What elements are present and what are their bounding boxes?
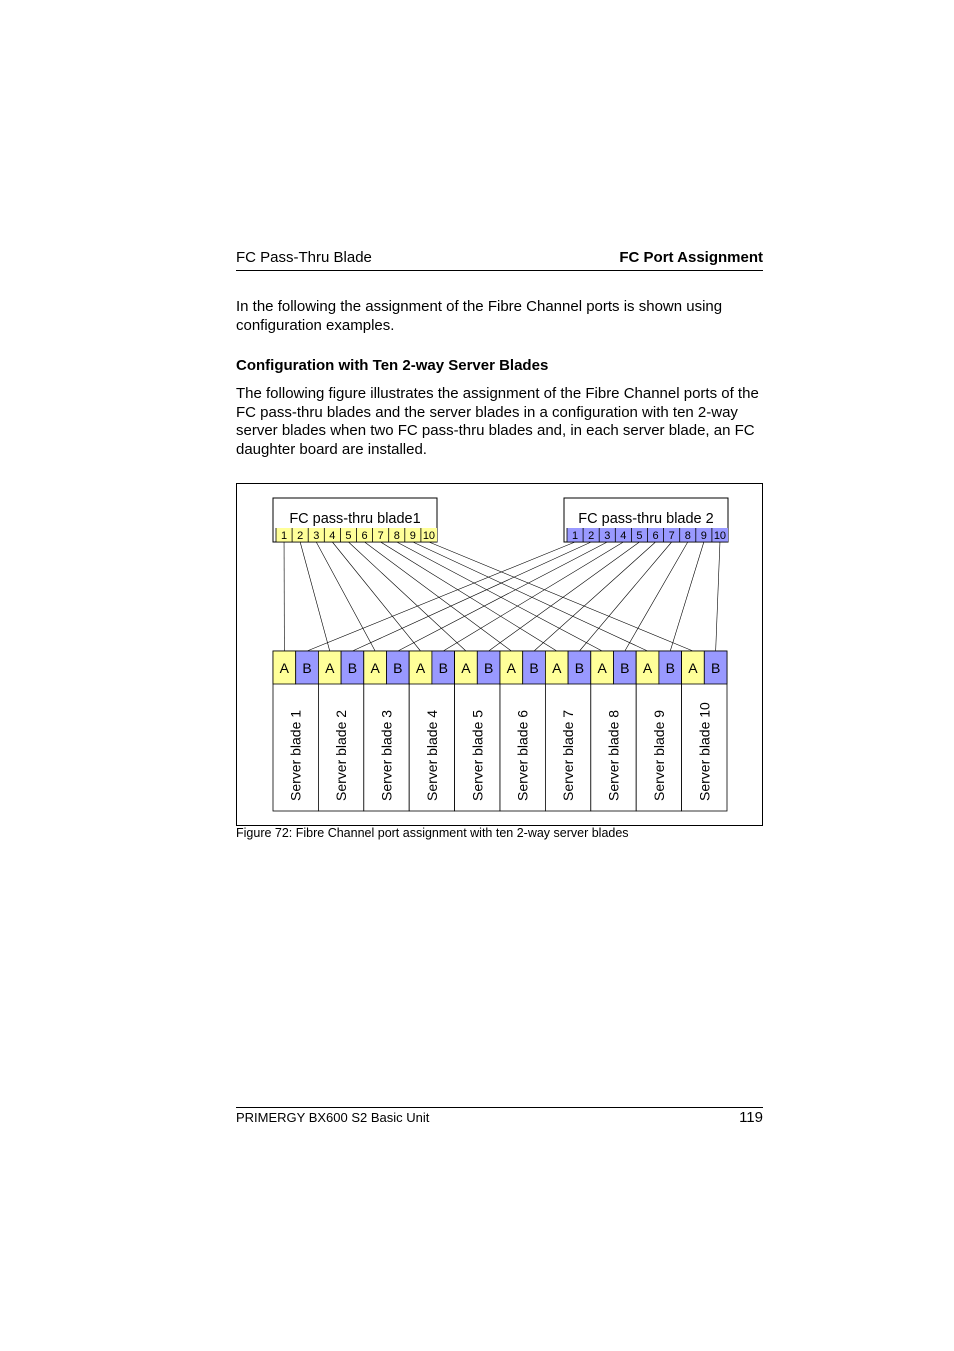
server-blade-port-b-label: B: [393, 660, 403, 676]
server-blade-label: Server blade 5: [469, 709, 486, 801]
pass-thru-blade-1-port-4-label: 4: [329, 530, 336, 542]
pass-thru-blade-1-port-9-label: 9: [409, 530, 416, 542]
server-blade-port-a-label: A: [552, 660, 562, 676]
server-blade-7: [545, 651, 590, 811]
server-blade-label: Server blade 2: [333, 709, 350, 801]
server-blade-6: [500, 651, 545, 811]
server-blade-label: Server blade 3: [378, 709, 395, 801]
connection-lines: [284, 542, 720, 651]
figure-frame: [236, 483, 763, 826]
server-blade-port-a-label: A: [461, 660, 471, 676]
server-blade-port-b-label: B: [483, 660, 494, 676]
connection-line-blade2-port9: [670, 542, 704, 651]
pass-thru-blade-1-port-7-label: 7: [377, 530, 384, 542]
header-rule: [236, 270, 763, 271]
connection-line-blade2-port3: [398, 542, 607, 651]
pass-thru-blade-1-port-6-label: 6: [361, 530, 368, 542]
pass-thru-blade-2-port-6-label: 6: [652, 530, 659, 542]
pass-thru-blade-2-port-9-label: 9: [700, 530, 707, 542]
footer-title: PRIMERGY BX600 S2 Basic Unit: [236, 1110, 430, 1125]
server-blade-port-a-label: A: [597, 660, 607, 676]
connection-line-blade1-port6: [365, 542, 512, 651]
server-blade-label: Server blade 1: [287, 709, 304, 801]
server-blade-port-a-label: A: [370, 660, 380, 676]
connection-line-blade2-port8: [625, 542, 688, 651]
pass-thru-blade-2: [564, 498, 728, 542]
pass-thru-blade-2-port-5-label: 5: [636, 530, 643, 542]
running-header-right: FC Port Assignment: [619, 249, 763, 266]
server-blade-port-a-label: A: [279, 660, 290, 676]
server-blade-port-b-label: B: [529, 660, 539, 676]
pass-thru-blade-2-port-2-label: 2: [588, 530, 595, 542]
server-blade-port-a-label: A: [642, 660, 653, 676]
connection-line-blade2-port2: [352, 542, 591, 651]
pass-thru-blade-2-port-8-label: 8: [684, 530, 691, 542]
server-blade-port-a-label: A: [688, 660, 698, 676]
server-blade-5: [455, 651, 500, 811]
server-blade-port-b-label: B: [302, 660, 312, 676]
connection-line-blade2-port5: [489, 542, 640, 651]
pass-thru-blade-1-port-3-label: 3: [313, 530, 320, 542]
server-blade-port-a-label: A: [325, 660, 335, 676]
server-blades: [273, 651, 727, 811]
pass-thru-blade-2-port-1-label: 1: [571, 530, 579, 542]
server-blade-3: [364, 651, 409, 811]
pass-thru-blade-2-title: FC pass-thru blade 2: [578, 511, 714, 527]
connection-line-blade2-port1: [307, 542, 575, 651]
pass-thru-blade-1-title: FC pass-thru blade1: [289, 511, 421, 527]
server-blade-1: [273, 651, 318, 811]
server-blade-port-b-label: B: [574, 660, 585, 676]
server-blade-label: Server blade 4: [423, 709, 440, 801]
running-header-left: FC Pass-Thru Blade: [236, 249, 372, 266]
connection-line-blade2-port7: [579, 542, 671, 651]
server-blade-label: Server blade 8: [605, 709, 622, 801]
server-blade-port-b-label: B: [438, 660, 448, 676]
body-paragraph: The following figure illustrates the assignment of the Fibre Channel ports of the FC pass-thru blades and the server blades in a configuration with ten 2-way server blades when two FC pass-thru blades and, in each server blade, an FC daughter board are installed.: [236, 385, 759, 458]
intro-paragraph: In the following the assignment of the Fibre Channel ports is shown using configuration examples.: [236, 298, 723, 334]
server-blade-10: [682, 651, 727, 811]
port-assignment-diagram: [237, 484, 762, 825]
server-blade-4: [409, 651, 454, 811]
pass-thru-blade-1-port-2-label: 2: [297, 530, 304, 542]
server-blade-port-a-label: A: [415, 660, 426, 676]
pass-thru-blade-1-port-1-label: 1: [280, 530, 288, 542]
pass-thru-blade-1-port-10-label: 10: [422, 530, 436, 542]
page-number: 119: [739, 1109, 763, 1126]
server-blade-8: [591, 651, 636, 811]
server-blade-port-b-label: B: [665, 660, 675, 676]
section-heading: Configuration with Ten 2-way Server Blades: [236, 357, 549, 374]
pass-thru-blade-1-port-8-label: 8: [393, 530, 400, 542]
connection-line-blade2-port10: [716, 542, 720, 651]
server-blade-9: [636, 651, 681, 811]
pass-thru-blade-2-port-7-label: 7: [668, 530, 675, 542]
connection-line-blade2-port6: [534, 542, 656, 651]
pass-thru-blade-1: [273, 498, 437, 542]
server-blade-port-b-label: B: [620, 660, 630, 676]
pass-thru-blade-2-port-10-label: 10: [713, 530, 727, 542]
pass-thru-blade-2-port-4-label: 4: [620, 530, 627, 542]
pass-thru-blade-1-port-5-label: 5: [345, 530, 352, 542]
server-blade-port-b-label: B: [710, 660, 721, 676]
figure-caption: Figure 72: Fibre Channel port assignment with ten 2-way server blades: [236, 826, 629, 840]
server-blade-label: Server blade 6: [514, 709, 531, 801]
connection-line-blade1-port8: [397, 542, 602, 651]
footer-rule: [236, 1107, 763, 1108]
connection-line-blade2-port4: [443, 542, 623, 651]
server-blade-2: [318, 651, 363, 811]
server-blade-label: Server blade 7: [560, 709, 577, 801]
server-blade-port-a-label: A: [506, 660, 517, 676]
pass-thru-blade-2-port-3-label: 3: [604, 530, 611, 542]
server-blade-label: Server blade 10: [696, 702, 713, 801]
server-blade-port-b-label: B: [347, 660, 358, 676]
server-blade-label: Server blade 9: [650, 709, 667, 801]
